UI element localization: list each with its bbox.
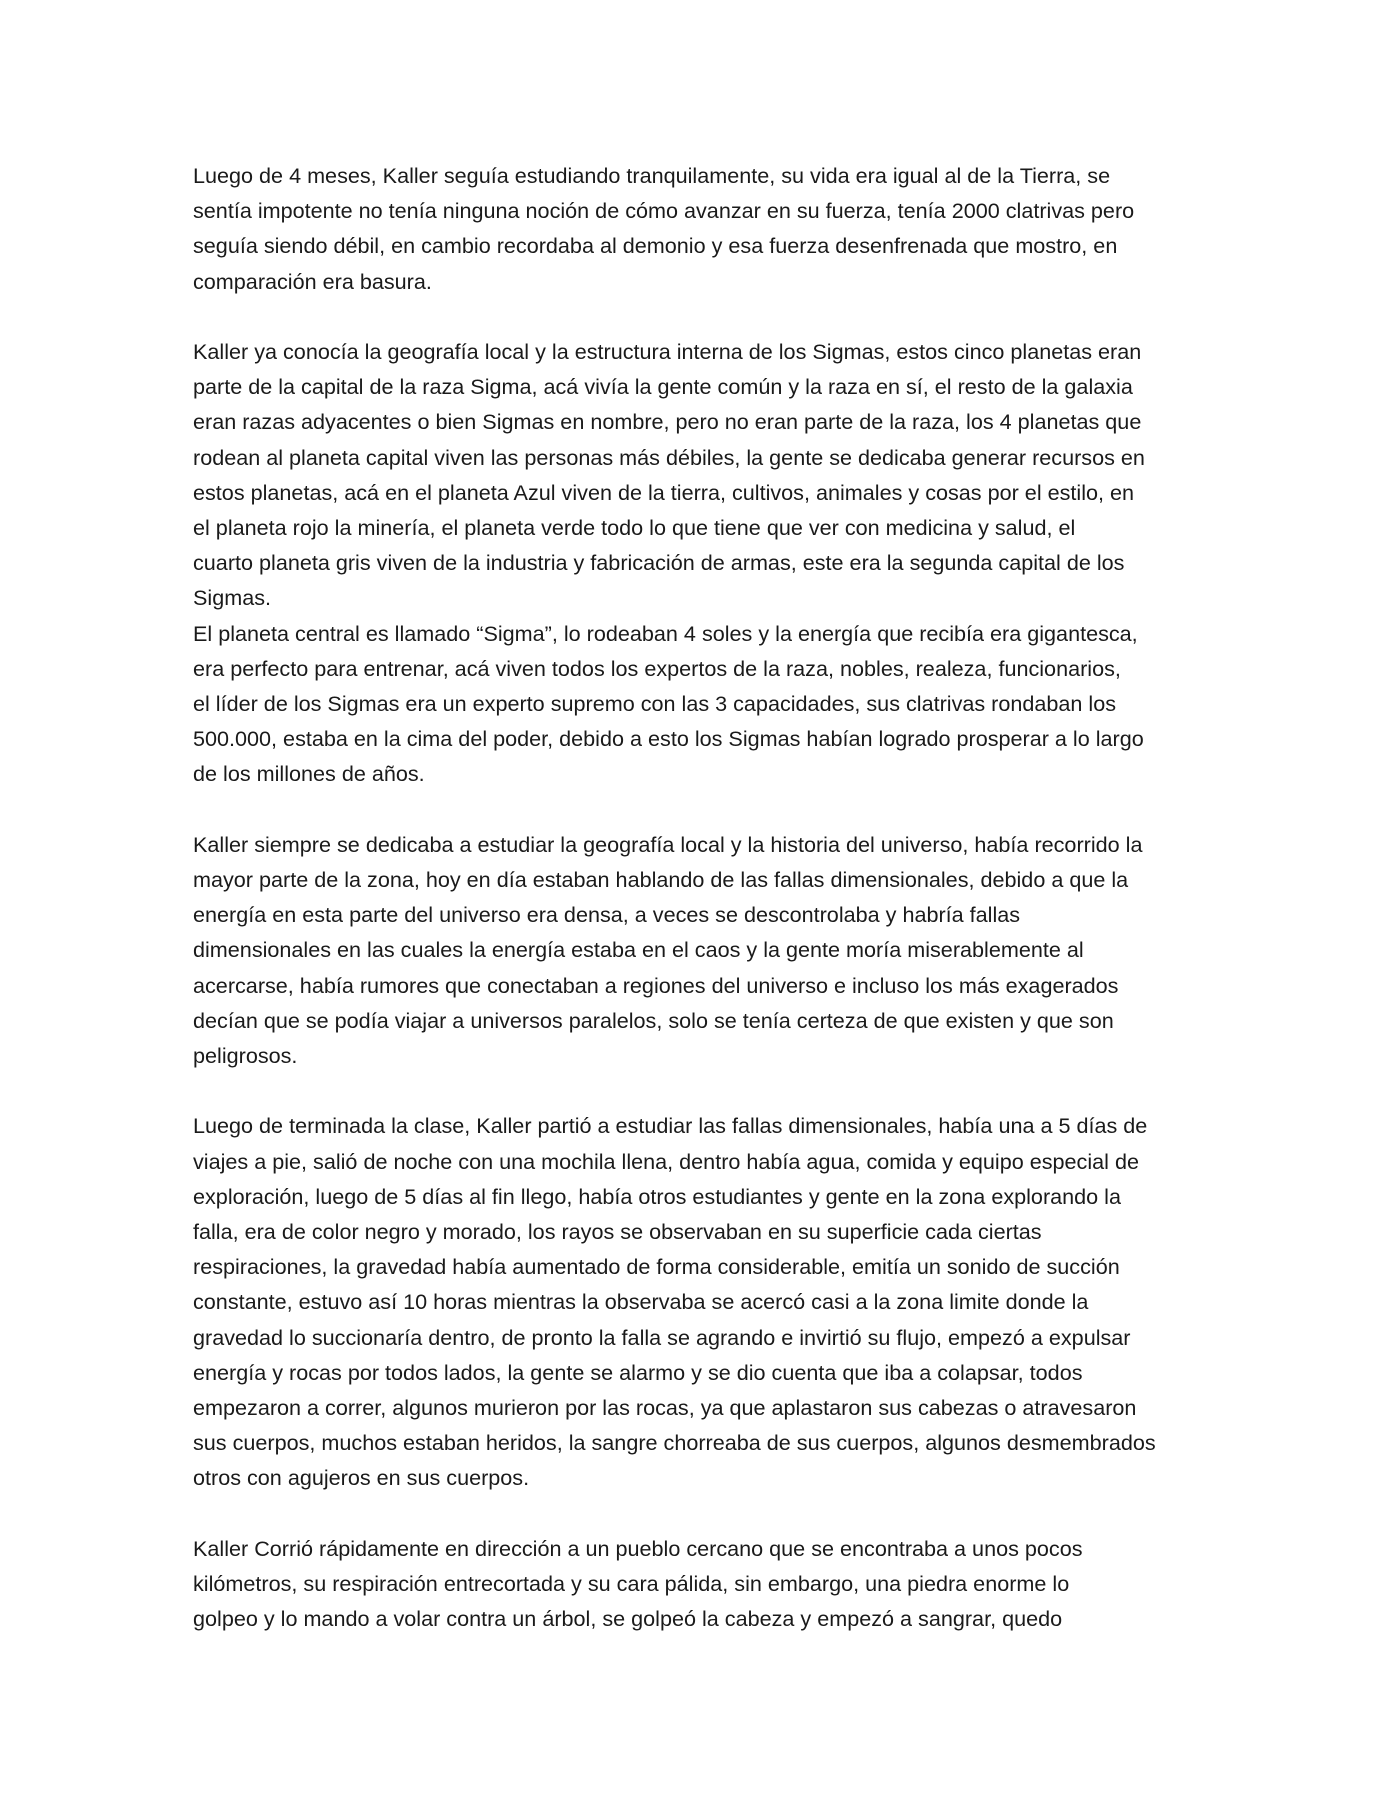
- text-line: de los millones de años.: [193, 761, 425, 787]
- text-line: golpeo y lo mando a volar contra un árbol, se golpeó la cabeza y empezó a sangrar, quedo: [193, 1606, 1063, 1632]
- text-line: sus cuerpos, muchos estaban heridos, la sangre chorreaba de sus cuerpos, algunos desmembrados: [193, 1430, 1156, 1456]
- text-line: era perfecto para entrenar, acá viven todos los expertos de la raza, nobles, realeza, funcionarios,: [193, 655, 1121, 681]
- text-line: empezaron a correr, algunos murieron por las rocas, ya que aplastaron sus cabezas o atravesaron: [193, 1395, 1137, 1421]
- text-line: Luego de terminada la clase, Kaller partió a estudiar las fallas dimensionales, había una a 5 días de: [193, 1113, 1148, 1139]
- text-line: parte de la capital de la raza Sigma, acá vivía la gente común y la raza en sí, el resto de la galaxia: [193, 374, 1133, 400]
- text-line: exploración, luego de 5 días al fin llego, había otros estudiantes y gente en la zona explorando la: [193, 1183, 1121, 1209]
- text-line: el planeta rojo la minería, el planeta verde todo lo que tiene que ver con medicina y salud, el: [193, 515, 1076, 541]
- text-line: energía y rocas por todos lados, la gente se alarmo y se dio cuenta que iba a colapsar, todos: [193, 1359, 1083, 1385]
- text-line: el líder de los Sigmas era un experto supremo con las 3 capacidades, sus clatrivas rondaban los: [193, 691, 1117, 717]
- text-line: rodean al planeta capital viven las personas más débiles, la gente se dedicaba generar recursos en: [193, 444, 1145, 470]
- text-line: viajes a pie, salió de noche con una mochila llena, dentro había agua, comida y equipo especial de: [193, 1148, 1139, 1174]
- text-line: Kaller ya conocía la geografía local y la estructura interna de los Sigmas, estos cinco planetas eran: [193, 339, 1142, 364]
- text-line: decían que se podía viajar a universos paralelos, solo se tenía certeza de que existen y que son: [193, 1007, 1114, 1033]
- text-line: dimensionales en las cuales la energía estaba en el caos y la gente moría miserablemente al: [193, 937, 1084, 963]
- text-line: Kaller Corrió rápidamente en dirección a un pueblo cercano que se encontraba a unos pocos: [193, 1535, 1083, 1561]
- text-line: sentía impotente no tenía ninguna noción de cómo avanzar en su fuerza, tenía 2000 clatrivas pero: [193, 198, 1135, 224]
- text-line: Kaller siempre se dedicaba a estudiar la geografía local y la historia del universo, había recorrido la: [193, 831, 1143, 857]
- body-text: [193, 158, 1213, 1636]
- text-line: constante, estuvo así 10 horas mientras la observaba se acercó casi a la zona limite donde la: [193, 1289, 1089, 1315]
- paragraph-2: [193, 334, 1213, 616]
- paragraph-1: [193, 158, 1213, 299]
- text-line: peligrosos.: [193, 1043, 298, 1069]
- text-line: respiraciones, la gravedad había aumentado de forma considerable, emitía un sonido de succión: [193, 1254, 1120, 1280]
- text-line: falla, era de color negro y morado, los rayos se observaban en su superficie cada ciertas: [193, 1219, 1042, 1245]
- text-line: Luego de 4 meses, Kaller seguía estudiando tranquilamente, su vida era igual al de la Tierra, se: [193, 163, 1111, 188]
- text-line: El planeta central es llamado “Sigma”, lo rodeaban 4 soles y la energía que recibía era gigantesca,: [193, 620, 1138, 646]
- paragraph-6: [193, 1531, 1213, 1637]
- text-line: estos planetas, acá en el planeta Azul viven de la tierra, cultivos, animales y cosas por el estilo, en: [193, 479, 1135, 505]
- text-line: gravedad lo succionaría dentro, de pronto la falla se agrando e invirtió su flujo, empezó a expulsar: [193, 1324, 1131, 1350]
- text-line: 500.000, estaba en la cima del poder, debido a esto los Sigmas habían logrado prosperar a lo largo: [193, 726, 1144, 752]
- text-line: cuarto planeta gris viven de la industria y fabricación de armas, este era la segunda capital de los: [193, 550, 1125, 576]
- text-line: Sigmas.: [193, 585, 272, 611]
- text-line: otros con agujeros en sus cuerpos.: [193, 1465, 530, 1491]
- text-line: comparación era basura.: [193, 268, 432, 294]
- text-line: eran razas adyacentes o bien Sigmas en nombre, pero no eran parte de la raza, los 4 planetas que: [193, 409, 1142, 435]
- text-line: kilómetros, su respiración entrecortada y su cara pálida, sin embargo, una piedra enorme lo: [193, 1571, 1070, 1597]
- text-line: energía en esta parte del universo era densa, a veces se descontrolaba y habría fallas: [193, 902, 1021, 928]
- text-line: seguía siendo débil, en cambio recordaba al demonio y esa fuerza desenfrenada que mostro, en: [193, 233, 1118, 259]
- text-line: acercarse, había rumores que conectaban a regiones del universo e incluso los más exagerados: [193, 972, 1119, 998]
- text-line: mayor parte de la zona, hoy en día estaban hablando de las fallas dimensionales, debido a que la: [193, 867, 1129, 893]
- paragraph-4: [193, 827, 1213, 1073]
- paragraph-5: [193, 1108, 1213, 1495]
- paragraph-3: [193, 616, 1213, 792]
